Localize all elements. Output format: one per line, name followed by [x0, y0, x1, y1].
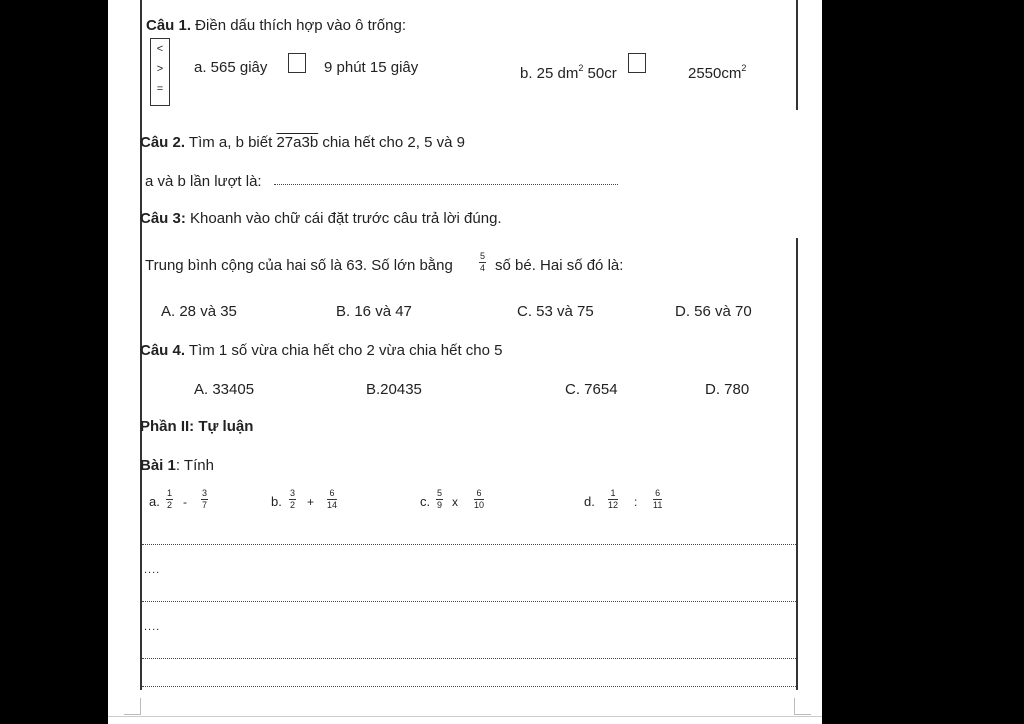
q1-b-label: b. 25 $dm^2$ 50cr	[520, 63, 617, 82]
q1-a-right: 9 phút 15 giây	[324, 59, 419, 76]
q4-title: Câu 4. Tìm 1 số vừa chia hết cho 2 vừa chia hết cho 5	[140, 342, 503, 359]
q1-a-answer-box[interactable]	[288, 53, 306, 73]
q3-problem-pre: Trung bình cộng của hai số là 63. Số lớn bằng	[145, 257, 453, 274]
q3-option-b[interactable]: B. 16 và 47	[336, 303, 412, 320]
right-border-top	[796, 0, 798, 110]
bai1-title: Bài 1: Tính	[140, 457, 214, 474]
sign-equal: =	[156, 83, 164, 95]
page-corner-left	[124, 698, 141, 715]
q1-a-label: a. 565 giây	[194, 59, 268, 76]
q3-option-c[interactable]: C. 53 và 75	[517, 303, 594, 320]
q2-title: Câu 2. Tìm a, b biết 27a3b chia hết cho 2, 5 và 9	[140, 134, 465, 151]
q1-signs-box	[150, 38, 170, 106]
document-page: Câu 1. Điền dấu thích hợp vào ô trống: < > = a. 565 giây 9 phút 15 giây b. 25 $dm^2$ 50cr $2550cm^2$ Câu 2. Tìm a, b biết 27a3b chia hết cho 2, 5 và 9 a và b lần lượt là: Câu 3: Khoanh vào chữ cái đặt trước câu trả lời đúng. Trung bình cộng của hai số là 63. Số lớn bằng $\frac{5}{4}$ số bé. Hai số đó là: A. 28 và 35 B. 16 và 47 C. 53 và 75 D. 56 và 70 Câu 4. Tìm 1 số vừa chia hết cho 2 vừa chia hết cho 5 A. 33405 B.20435 C. 7654 D. 780 Phần II: Tự luận Bài 1: Tính a. $\frac{1}{2}$ - $\frac{3}{7}$ b. $\frac{3}{2}$ + $\frac{6}{14}$ c. $\frac{5}{9}$ x $\frac{6}{10}$ d. $\frac{1}{12}$ : $\frac{6}{11}$ .... ....	[108, 0, 822, 724]
q1-b-answer-box[interactable]	[628, 53, 646, 73]
q2-number: 27a3b	[276, 134, 319, 151]
q3-problem-post: số bé. Hai số đó là:	[495, 257, 624, 274]
answer-short-1: ....	[144, 564, 161, 576]
page-corner-right	[794, 698, 811, 715]
sign-greater: >	[156, 63, 164, 75]
answer-short-2: ....	[144, 621, 161, 633]
sign-less: <	[156, 43, 164, 55]
part2-title: Phần II: Tự luận	[140, 418, 254, 435]
q3-option-d[interactable]: D. 56 và 70	[675, 303, 752, 320]
q2-answer-label: a và b lần lượt là:	[145, 173, 262, 190]
answer-line-3[interactable]	[142, 658, 796, 659]
answer-line-2[interactable]	[142, 601, 796, 602]
q1-b-right: $2550cm^2$	[688, 63, 747, 82]
answer-line-1[interactable]	[142, 544, 796, 545]
q3-title: Câu 3: Khoanh vào chữ cái đặt trước câu trả lời đúng.	[140, 210, 502, 227]
page-bottom-edge	[108, 716, 822, 717]
q2-answer-line[interactable]	[274, 184, 618, 185]
q3-fraction: $\frac{5}{4}$	[480, 251, 486, 273]
q1-title: Câu 1. Điền dấu thích hợp vào ô trống:	[146, 17, 406, 34]
q4-option-c[interactable]: C. 7654	[565, 381, 618, 398]
right-border	[796, 238, 798, 690]
q4-option-b[interactable]: B.20435	[366, 381, 422, 398]
q3-option-a[interactable]: A. 28 và 35	[161, 303, 237, 320]
q4-option-d[interactable]: D. 780	[705, 381, 750, 398]
answer-line-4[interactable]	[142, 686, 796, 687]
q4-option-a[interactable]: A. 33405	[194, 381, 255, 398]
